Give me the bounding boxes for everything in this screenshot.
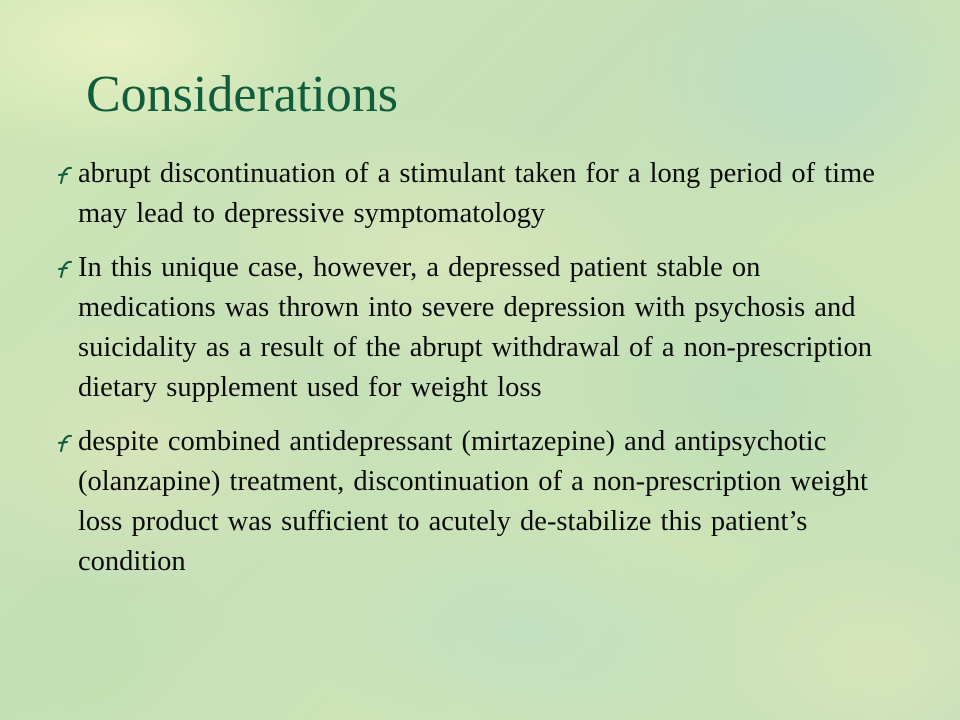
script-f-bullet-icon: [56, 260, 76, 278]
bullet-text: abrupt discontinuation of a stimulant taken for a long period of time may lead to depressive symptomatology: [78, 158, 875, 229]
bullet-text: In this unique case, however, a depressed patient stable on medications was thrown into severe depression with psychosis and suicidality as a result of the abrupt withdrawal of a non-prescription dietary supplement used for weight loss: [78, 252, 873, 403]
bullet-text: despite combined antidepressant (mirtazepine) and antipsychotic (olanzapine) treatment, discontinuation of a non-prescription weight loss product was sufficient to acutely de-stabilize this patient’s condition: [78, 426, 868, 577]
bullet-list: [74, 154, 904, 596]
bullet-item: [74, 248, 904, 408]
bullet-item: [74, 154, 904, 234]
script-f-bullet-icon: [56, 166, 76, 184]
script-f-bullet-icon: [56, 434, 76, 452]
slide-title: Considerations: [86, 66, 398, 123]
bullet-item: [74, 422, 904, 582]
